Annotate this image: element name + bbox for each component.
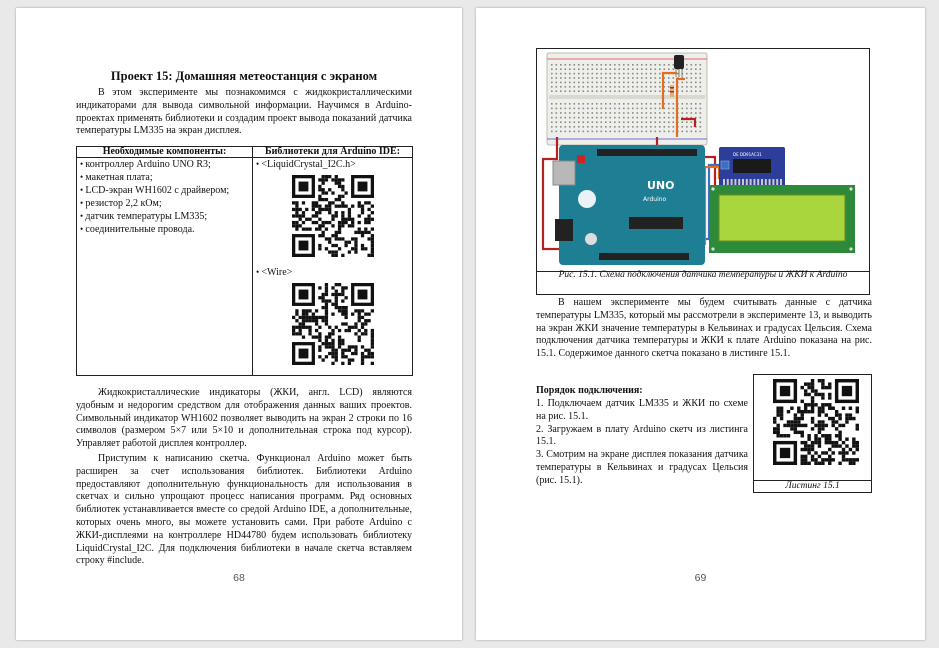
left-page [16, 8, 462, 640]
wiring-diagram-svg [537, 49, 869, 271]
component-item: • контроллер Arduino UNO R3; [80, 158, 249, 171]
qr-code-icon[interactable] [292, 283, 374, 365]
i2c-adapter [719, 147, 785, 187]
qr-code-icon[interactable] [292, 175, 374, 257]
qr-code-icon[interactable] [773, 379, 859, 465]
sketch-paragraph: Приступим к написанию скетча. Функционал Arduino может быть расширен за счет использования библиотек. Библиотеки Arduino предоставляют дополнительную функциональность для использования в скетчах и сильно упрощают процесс написания программ. Ряд основных библиотек устанавливается вместе со средой Arduino IDE, а дополнительные, которых очень много, вы можете установить сами. При работе Arduino с ЖКИ-дисплеями на контроллере HD44780 будем использовать библиотеку LiquidCrystal_I2C. Для подключения библиотеки в начале скетча вставляем строку #include. [76, 453, 412, 567]
experiment-paragraph: В нашем эксперименте мы будем считывать данные с датчика температуры LM335, который мы рассмотрели в эксперименте 13, и выводить на экран ЖКИ значение температуры в Кельвинах и градусах Цельсия. Схема подключения датчика температуры и ЖКИ к плате Arduino показана на рис. 15.1. Содержимое данного скетча показано в листинге 15.1. [536, 297, 872, 360]
components-table [76, 146, 413, 376]
component-item: • LCD-экран WH1602 с драйвером; [80, 184, 249, 197]
library-item-wire: • <Wire> [256, 266, 409, 279]
listing-caption: Листинг 15.1 [754, 480, 871, 492]
intro-paragraph: В этом эксперименте мы познакомимся с жидкокристаллическими индикаторами для вывода символьной информации. Научимся в Arduino-проектах применять библиотеки и создадим проект вывода показаний датчика температуры LM335 на экран дисплея. [76, 87, 412, 137]
library-item-liquidcrystal: • <LiquidCrystal_I2C.h> [256, 158, 409, 171]
page-number: 69 [694, 572, 707, 584]
uno-label: UNO [647, 179, 675, 192]
resistor-2k2 [670, 85, 674, 97]
component-item: • макетная плата; [80, 171, 249, 184]
page-number: 68 [233, 572, 245, 584]
figure-caption: Рис. 15.1. Схема подключения датчика температуры и ЖКИ к Arduino [536, 270, 870, 295]
i2c-board-label: DE DD91AC31 [733, 152, 762, 157]
step-item: 3. Смотрим на экране дисплея показания датчика температуры в Кельвинах и градусах Цельсия (рис. 15.1). [536, 449, 748, 486]
step-item: 1. Подключаем датчик LM335 и ЖКИ по схеме на рис. 15.1. [536, 398, 748, 422]
component-item: • резистор 2,2 кОм; [80, 197, 249, 210]
libraries-cell [253, 158, 413, 376]
project-title: Проект 15: Домашняя метеостанция с экраном [110, 69, 378, 83]
libraries-header: Библиотеки для Arduino IDE: [253, 147, 413, 158]
components-list [80, 158, 249, 236]
right-page [476, 8, 925, 640]
lcd-wh1602 [709, 185, 855, 253]
arduino-label: Arduino [643, 196, 667, 203]
components-cell [77, 158, 253, 376]
step-item: 2. Загружаем в плату Arduino скетч из листинга 15.1. [536, 423, 748, 448]
connection-order-title: Порядок подключения: [536, 385, 643, 396]
lcd-paragraph: Жидкокристаллические индикаторы (ЖКИ, англ. LCD) являются удобным и недорогим средством для отображения данных ваших проектов. Символьный индикатор WH1602 позволяет выводить на экран 2 строки по 16 символов (размером 5×7 или 5×10 и дополнительная строка под курсор). Управляет работой дисплея контроллер. [76, 387, 412, 450]
listing-qr-box [753, 374, 872, 493]
connection-steps [536, 398, 748, 488]
arduino-uno-board [553, 145, 705, 265]
component-item: • датчик температуры LM335; [80, 210, 249, 223]
component-item: • соединительные провода. [80, 223, 249, 236]
wiring-diagram [536, 48, 870, 272]
components-header: Необходимые компоненты: [77, 147, 253, 158]
